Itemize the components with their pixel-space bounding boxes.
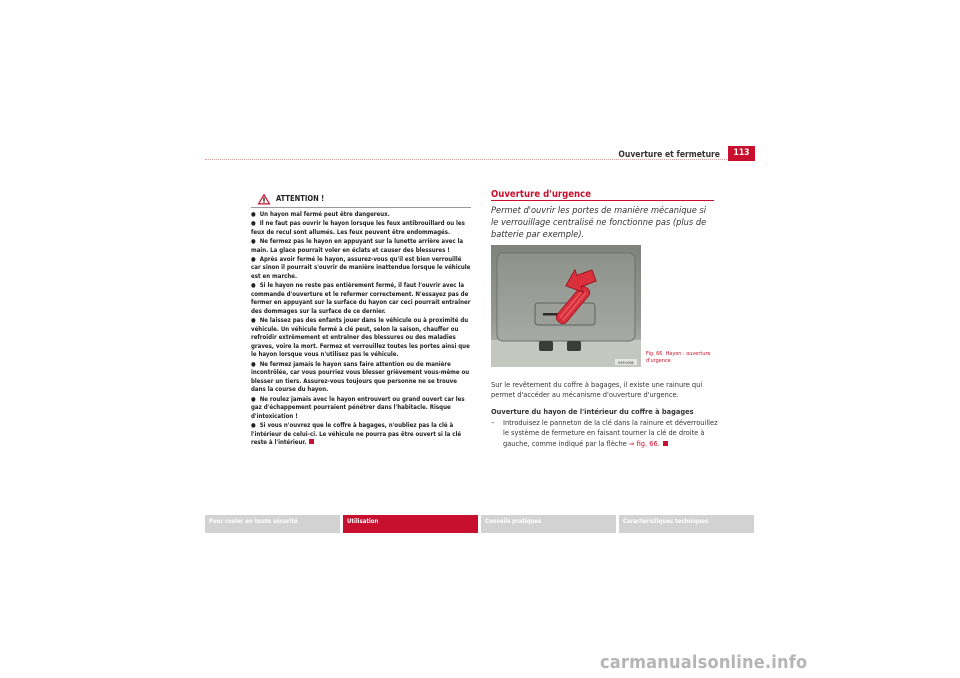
tab-safety[interactable]: Pour rouler en toute sécurité [205, 515, 340, 533]
warning-item: ● Si le hayon ne reste pas entièrement fermé, il faut l'ouvrir avec la commande d'ouverture et le refermer correctement. N'essayez pas de fermer en appuyant sur la surface du hayon car ceci pourrait entraîner des dommages sur la surface de ce dernier. [251, 282, 471, 315]
bullet-icon: ● [251, 282, 256, 290]
watermark: carmanualsonline.info [600, 652, 808, 673]
warning-item: ● Après avoir fermé le hayon, assurez-vous qu'il est bien verrouillé car sinon il pourrait s'ouvrir de manière inattendue lorsque le véhicule est en marche. [251, 255, 471, 280]
page-number: 113 [728, 146, 755, 161]
warning-item: ● Ne roulez jamais avec le hayon entrouvert ou grand ouvert car les gaz d'échappement pourraient pénétrer dans l'habitacle. Risque d'intoxication ! [251, 395, 465, 420]
warning-item: ● Il ne faut pas ouvrir le hayon lorsque les feux antibrouillard ou les feux de recul sont allumés. Les feux peuvent être endommagés. [251, 220, 465, 236]
section-end-icon [663, 441, 668, 446]
figure-label: Fig. 66 [646, 351, 663, 357]
warning-box [251, 191, 471, 473]
tab-practical-tips[interactable]: Conseils pratiques [481, 515, 616, 533]
tab-operation[interactable]: Utilisation [343, 515, 478, 533]
bullet-icon: ● [251, 237, 256, 245]
bullet-icon: ● [251, 360, 256, 368]
section-lead: Permet d'ouvrir les portes de manière mécanique si le verrouillage centralisé ne fonctionne pas (plus de batterie par exemple). [491, 205, 707, 240]
section-end-icon [309, 439, 314, 444]
warning-item: ● Ne laissez pas des enfants jouer dans le véhicule ou à proximité du véhicule. Un véhicule fermé à clé peut, selon la saison, chauffer ou refroidir extrêmement et entraîner des blessures ou des maladies graves, voire la mort. Fermez et verrouillez toutes les portes ainsi que le hayon lorsque vous n'utilisez pas le véhicule. [251, 317, 470, 359]
warning-list [251, 211, 471, 448]
warning-title: ATTENTION ! [276, 194, 325, 203]
chapter-title: Ouverture et fermeture [618, 150, 720, 160]
figure-caption [646, 351, 726, 365]
figure-emergency-opening [491, 245, 641, 367]
warning-triangle-icon [257, 193, 271, 205]
figure-reference-link[interactable]: ⇒ fig. 66 [628, 438, 658, 448]
bullet-icon: ● [251, 422, 256, 429]
body-paragraph: Sur le revêtement du coffre à bagages, il existe une rainure qui permet d'accéder au mécanisme d'ouverture d'urgence. [491, 380, 703, 400]
step-dash: – [491, 418, 495, 427]
section-divider [491, 200, 714, 201]
figure-code: B5P-0098 [618, 361, 634, 365]
warning-item: ● Ne fermez pas le hayon en appuyant sur la lunette arrière avec la main. La glace pourrait voler en éclats et causer des blessures ! [251, 237, 464, 254]
warning-item: ● Un hayon mal fermé peut être dangereux. [251, 211, 390, 218]
figure-caption-text: Hayon : ouverture d'urgence [646, 351, 711, 364]
warning-header [251, 191, 471, 208]
bullet-icon: ● [251, 317, 256, 325]
subheading: Ouverture du hayon de l'intérieur du coffre à bagages [491, 407, 694, 416]
bullet-icon: ● [251, 395, 256, 403]
tab-technical-specs[interactable]: Caractéristiques techniques [619, 515, 754, 533]
warning-item: ● Si vous n'ouvrez que le coffre à bagages, n'oubliez pas la clé à l'intérieur de celui-ci. Le véhicule ne pourra pas être ouvert si la clé reste à l'intérieur. [251, 422, 462, 447]
warning-item: ● Ne fermez jamais le hayon sans faire attention ou de manière incontrôlée, car vous pourriez vous blesser grièvement vous-même ou blesser un tiers. Assurez-vous toujours que personne ne se trouve dans la course du hayon. [251, 360, 470, 394]
step-text: Introduisez le panneton de la clé dans la rainure et déverrouillez le système de fermeture en faisant tourner la clé de droite à gauche, comme indiqué par la flèche ⇒ fig. 66. [503, 418, 718, 448]
tailgate-illustration [491, 245, 641, 367]
bullet-icon: ● [251, 211, 256, 218]
bullet-icon: ● [251, 220, 256, 228]
bullet-icon: ● [251, 255, 256, 263]
section-title: Ouverture d'urgence [491, 189, 592, 200]
